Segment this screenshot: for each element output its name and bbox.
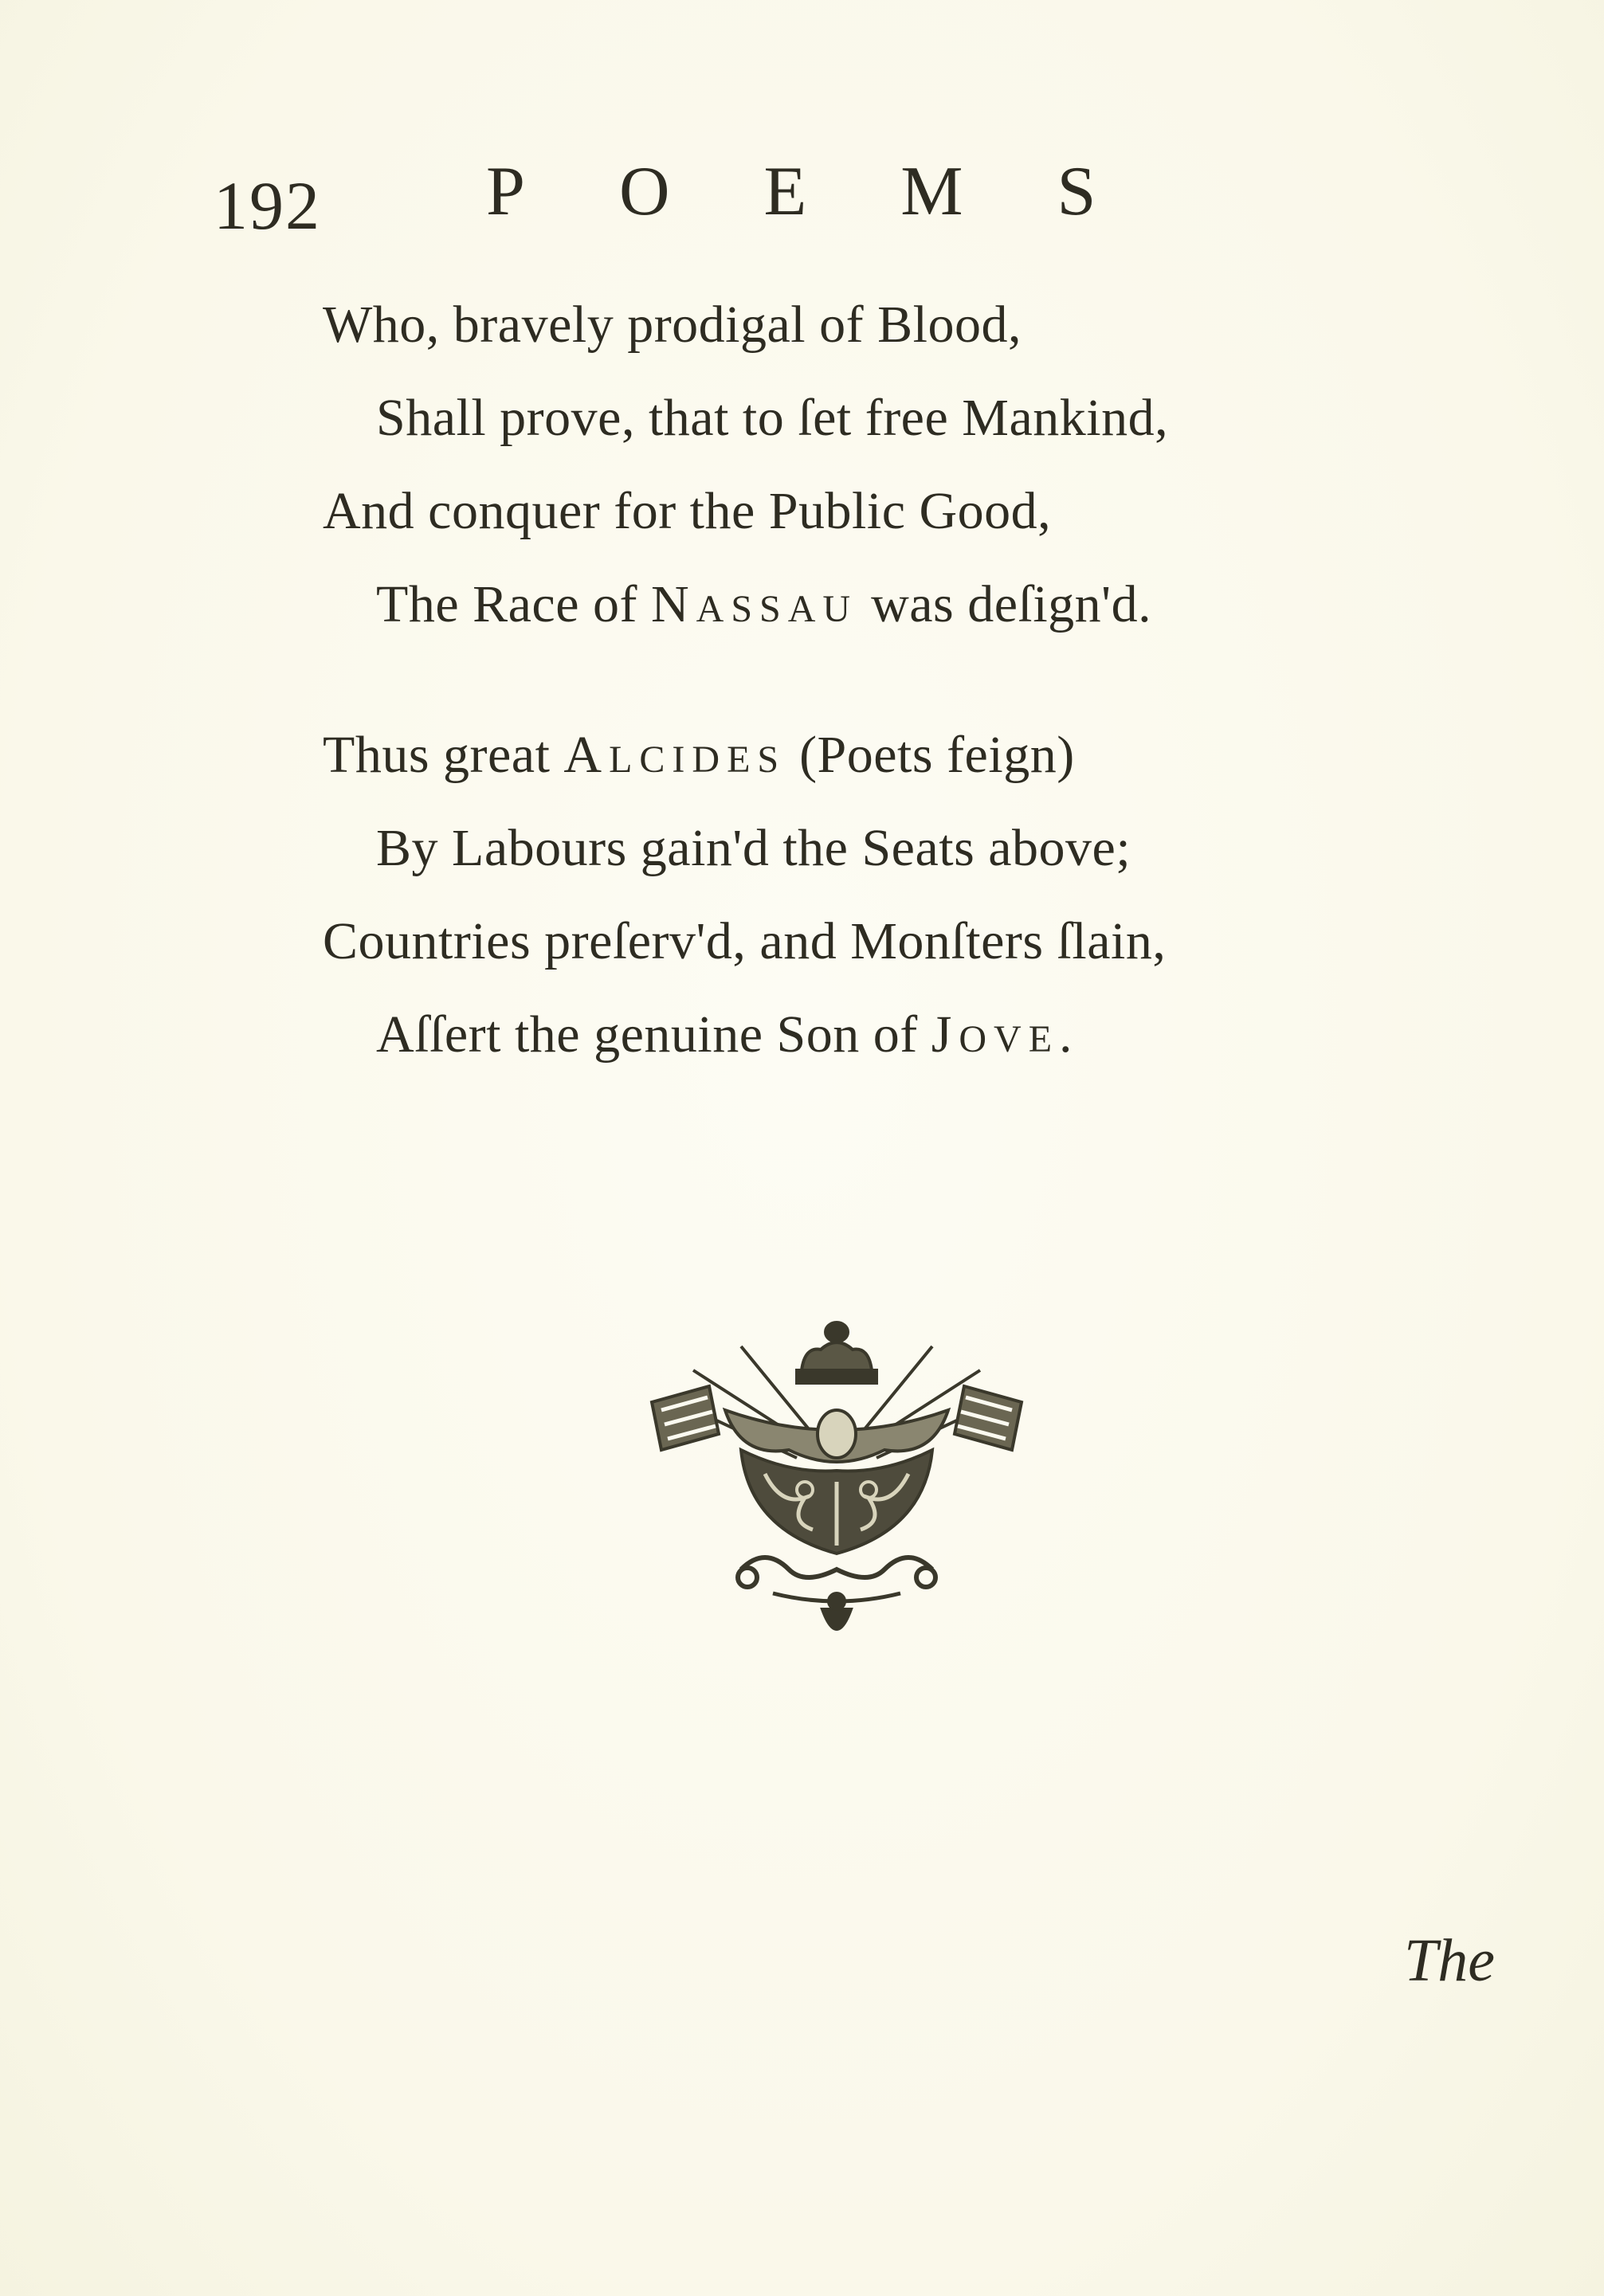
crowned-cartouche-with-flags-icon [645, 1315, 1028, 1665]
proper-name-capital: A [563, 726, 610, 784]
proper-name-small-caps: ASSAU [696, 588, 858, 630]
verse-line: And conquer for the Public Good, [323, 482, 1052, 540]
page-number: 192 [214, 167, 321, 244]
proper-name-small-caps: LCIDES [609, 739, 786, 781]
verse-text: . [1059, 1005, 1073, 1064]
verse-line [376, 1005, 1073, 1065]
verse-text: The Race of [376, 575, 651, 633]
proper-name-small-caps: OVE [959, 1018, 1060, 1060]
verse-line: By Labours gain'd the Seats above; [376, 819, 1131, 877]
running-title: POEMS [486, 153, 1190, 230]
verse-text: (Poets feign) [786, 726, 1075, 784]
verse-text: was deſign'd. [857, 575, 1152, 633]
verse-line: Who, bravely prodigal of Blood, [323, 296, 1022, 354]
verse-text: Aſſert the genuine Son of [376, 1005, 931, 1064]
verse-line [376, 574, 1151, 635]
page-header [0, 151, 1604, 244]
catchword: The [1404, 1927, 1495, 1994]
verse-line [323, 725, 1075, 786]
verse-line: Countries preſerv'd, and Monſters ſlain, [323, 912, 1167, 970]
verse-text: Thus great [323, 726, 564, 784]
verse-line: Shall prove, that to ſet free Mankind, [376, 389, 1169, 447]
proper-name-capital: J [931, 1005, 959, 1064]
proper-name-capital: N [651, 575, 696, 633]
